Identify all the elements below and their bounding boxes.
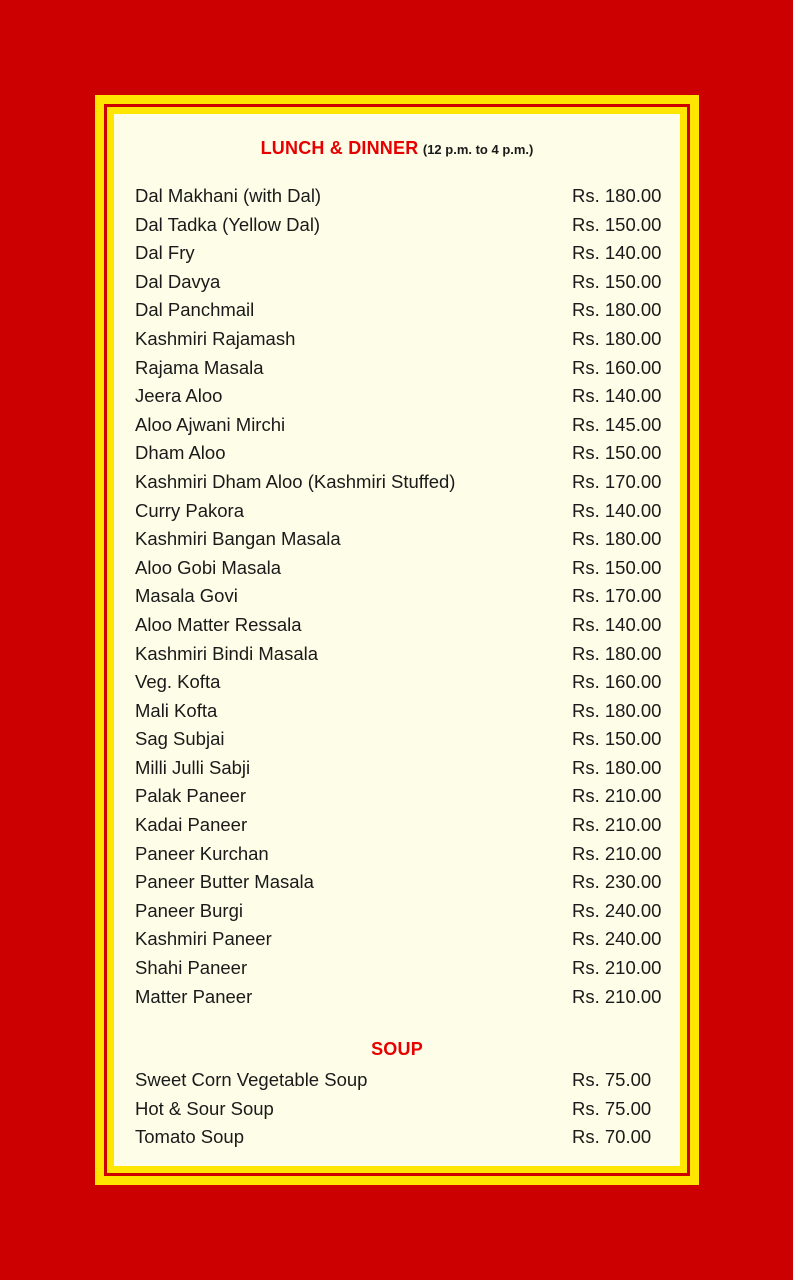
menu-item: [135, 670, 665, 699]
menu-item: [135, 241, 665, 270]
menu-item: [135, 1068, 665, 1097]
menu-item: [135, 842, 665, 871]
menu-item: [135, 927, 665, 956]
menu-item: [135, 956, 665, 985]
menu-item: [135, 441, 665, 470]
menu-item-name: Jeera Aloo: [135, 385, 223, 407]
menu-item-name: Milli Julli Sabji: [135, 756, 251, 778]
menu-item: [135, 813, 665, 842]
menu-item-name: Shahi Paneer: [135, 957, 248, 979]
menu-item-name: Veg. Kofta: [135, 671, 221, 693]
menu-item-name: Sweet Corn Vegetable Soup: [135, 1069, 368, 1090]
menu-item-price: Rs. 180.00: [572, 756, 662, 778]
menu-item-price: Rs. 210.00: [572, 842, 662, 864]
menu-item-price: Rs. 75.00: [572, 1097, 652, 1119]
menu-item: [135, 784, 665, 813]
menu-item-price: Rs. 150.00: [572, 728, 662, 750]
menu-item-price: Rs. 150.00: [572, 270, 662, 292]
lunch-dinner-heading: [114, 138, 680, 159]
menu-item: [135, 413, 665, 442]
menu-item-price: Rs. 180.00: [572, 642, 662, 664]
menu-item: [135, 1097, 665, 1126]
menu-item-name: Dal Fry: [135, 242, 195, 264]
menu-item-price: Rs. 150.00: [572, 442, 662, 464]
menu-item: [135, 1125, 665, 1154]
menu-item-name: Dham Aloo: [135, 442, 226, 464]
menu-item-name: Kadai Paneer: [135, 814, 248, 836]
section-hours: (12 p.m. to 4 p.m.): [422, 142, 534, 157]
menu-item-price: Rs. 170.00: [572, 470, 662, 492]
menu-item-name: Dal Tadka (Yellow Dal): [135, 213, 321, 235]
menu-item-price: Rs. 230.00: [572, 871, 662, 893]
menu-item-price: Rs. 140.00: [572, 242, 662, 264]
menu-item-name: Kashmiri Dham Aloo (Kashmiri Stuffed): [135, 470, 456, 492]
menu-item: [135, 642, 665, 671]
menu-item-name: Aloo Gobi Masala: [135, 556, 282, 578]
menu-item: [135, 699, 665, 728]
menu-item: [135, 727, 665, 756]
menu-item-price: Rs. 180.00: [572, 699, 662, 721]
menu-item: [135, 327, 665, 356]
menu-item-price: Rs. 140.00: [572, 613, 662, 635]
section-title: SOUP: [371, 1039, 423, 1059]
menu-item-price: Rs. 180.00: [572, 299, 662, 321]
menu-item: [135, 356, 665, 385]
menu-item-name: Kashmiri Bindi Masala: [135, 642, 319, 664]
menu-item: [135, 756, 665, 785]
menu-item-name: Aloo Ajwani Mirchi: [135, 413, 286, 435]
menu-item-price: Rs. 140.00: [572, 499, 662, 521]
menu-item-name: Aloo Matter Ressala: [135, 613, 302, 635]
menu-item-price: Rs. 210.00: [572, 814, 662, 836]
menu-item: [135, 613, 665, 642]
menu-item-name: Dal Makhani (with Dal): [135, 185, 322, 206]
menu-item: [135, 527, 665, 556]
menu-item-name: Mali Kofta: [135, 699, 218, 721]
menu-item: [135, 184, 665, 213]
menu-item: [135, 470, 665, 499]
menu-item-name: Curry Pakora: [135, 499, 244, 521]
menu-item: [135, 985, 665, 1014]
menu-item-price: Rs. 150.00: [572, 213, 662, 235]
menu-item-name: Masala Govi: [135, 585, 238, 607]
menu-item: [135, 870, 665, 899]
menu-item-name: Tomato Soup: [135, 1126, 245, 1148]
menu-item-price: Rs. 180.00: [572, 327, 662, 349]
menu-item-name: Hot & Sour Soup: [135, 1097, 274, 1119]
menu-item-price: Rs. 240.00: [572, 928, 662, 950]
menu-item-name: Rajama Masala: [135, 356, 264, 378]
menu-item-price: Rs. 210.00: [572, 957, 662, 979]
menu-item-price: Rs. 210.00: [572, 785, 662, 807]
menu-item-name: Sag Subjai: [135, 728, 225, 750]
menu-item-price: Rs. 150.00: [572, 556, 662, 578]
menu-item: [135, 556, 665, 585]
menu-item-name: Dal Davya: [135, 270, 221, 292]
menu-item-price: Rs. 170.00: [572, 585, 662, 607]
menu-item-name: Kashmiri Rajamash: [135, 327, 296, 349]
menu-item-price: Rs. 145.00: [572, 413, 662, 435]
menu-card: [114, 114, 680, 1166]
lunch-dinner-list: [135, 184, 665, 1013]
menu-item-price: Rs. 180.00: [572, 528, 662, 550]
menu-item: [135, 270, 665, 299]
menu-item-price: Rs. 140.00: [572, 385, 662, 407]
menu-item-price: Rs. 210.00: [572, 985, 662, 1007]
menu-item-name: Kashmiri Paneer: [135, 928, 272, 950]
menu-item: [135, 384, 665, 413]
menu-item-name: Paneer Kurchan: [135, 842, 269, 864]
section-title: LUNCH & DINNER: [260, 138, 419, 158]
menu-item-price: Rs. 240.00: [572, 899, 662, 921]
menu-item-name: Paneer Burgi: [135, 899, 243, 921]
menu-item-price: Rs. 70.00: [572, 1126, 652, 1148]
soup-heading: [114, 1039, 680, 1060]
menu-item-name: Dal Panchmail: [135, 299, 255, 321]
menu-item-name: Matter Paneer: [135, 985, 253, 1007]
menu-item: [135, 584, 665, 613]
soup-list: [135, 1068, 665, 1154]
menu-item: [135, 899, 665, 928]
menu-item-name: Kashmiri Bangan Masala: [135, 528, 341, 550]
menu-item-price: Rs. 180.00: [572, 185, 662, 206]
menu-item-name: Palak Paneer: [135, 785, 247, 807]
menu-item: [135, 499, 665, 528]
menu-item-name: Paneer Butter Masala: [135, 871, 314, 893]
menu-item: [135, 298, 665, 327]
menu-item-price: Rs. 160.00: [572, 356, 662, 378]
menu-item-price: Rs. 160.00: [572, 671, 662, 693]
menu-item: [135, 213, 665, 242]
menu-item-price: Rs. 75.00: [572, 1069, 652, 1090]
